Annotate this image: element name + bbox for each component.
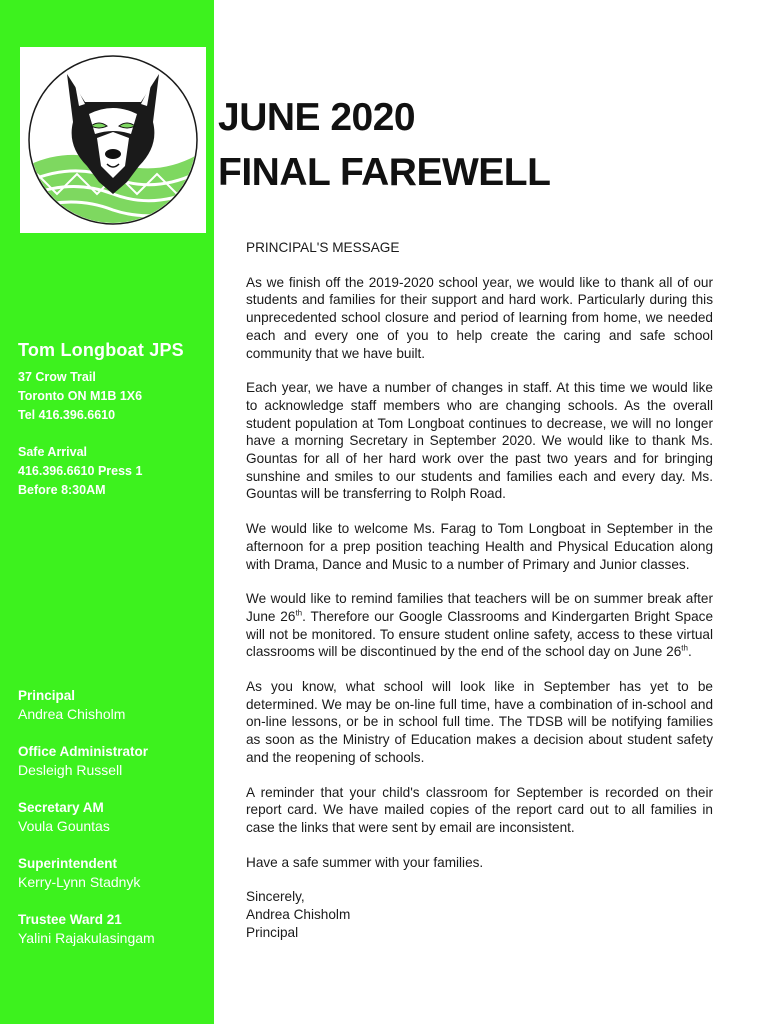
message-paragraph: As you know, what school will look like in September has yet to be determined. We may be on-line full time, have a combination of in-school and on-line lessons, or be in school full time. The TDSB will be notifying families as soon as the Ministry of Education makes a decision about student safety and the reopening of schools. xyxy=(246,679,713,765)
logo-box xyxy=(20,47,206,233)
safe-arrival-time: Before 8:30AM xyxy=(18,483,106,497)
signer-name: Andrea Chisholm xyxy=(246,907,351,923)
principal-message xyxy=(246,239,713,942)
staff-name: Andrea Chisholm xyxy=(18,706,126,722)
ordinal-suffix: th xyxy=(681,643,688,653)
staff-role: Office Administrator xyxy=(18,744,149,759)
closing: Sincerely, xyxy=(246,889,305,905)
message-text: . Therefore our Google Classrooms and Kindergarten Bright Space will not be monitored. To ensure student online safety, access to these virtual classrooms will be discontinued by the end of the school day on June 26 xyxy=(246,608,714,660)
staff-name: Kerry-Lynn Stadnyk xyxy=(18,874,141,890)
staff-name: Desleigh Russell xyxy=(18,762,123,778)
staff-name: Voula Gountas xyxy=(18,818,110,834)
ordinal-suffix: th xyxy=(295,608,303,618)
title-line-2: FINAL FAREWELL xyxy=(218,151,551,194)
title-line-1: JUNE 2020 xyxy=(218,96,416,139)
message-paragraph xyxy=(246,590,713,661)
page-title xyxy=(218,90,550,200)
staff-role: Principal xyxy=(18,688,76,703)
staff-role: Superintendent xyxy=(18,856,118,871)
sidebar xyxy=(0,0,214,1024)
school-phone: Tel 416.396.6610 xyxy=(18,408,116,422)
message-paragraph: Have a safe summer with your families. xyxy=(246,854,484,870)
husky-wolf-logo-icon xyxy=(27,54,199,226)
message-text: . xyxy=(687,644,692,660)
staff-role: Secretary AM xyxy=(18,800,104,815)
message-heading: PRINCIPAL'S MESSAGE xyxy=(246,240,400,255)
staff-role: Trustee Ward 21 xyxy=(18,912,122,927)
safe-arrival-phone: 416.396.6610 Press 1 xyxy=(18,464,143,478)
message-paragraph: Each year, we have a number of changes in staff. At this time we would like to acknowledge staff members who are changing schools. As the overall student population at Tom Longboat continues to decrease, we will no longer have a morning Secretary in September 2020. We would like to thank Ms. Gountas for all of her hard work over the past two years and for bringing sunshine and smiles to our students and families each and every day. Ms. Gountas will be transferring to Rolph Road. xyxy=(246,380,713,502)
school-name: Tom Longboat JPS xyxy=(18,340,184,360)
staff-list xyxy=(18,686,212,966)
school-info xyxy=(18,340,208,500)
signer-title: Principal xyxy=(246,925,299,941)
message-paragraph: We would like to welcome Ms. Farag to Tom Longboat in September in the afternoon for a prep position teaching Health and Physical Education along with Drama, Dance and Music to a number of Primary and Junior classes. xyxy=(246,521,713,572)
message-paragraph: As we finish off the 2019-2020 school year, we would like to thank all of our students and families for their support and hard work. Particularly during this unprecedented school closure and period of learning from home, we needed each and every one of you to help create the caring and safe school community that we have built. xyxy=(246,274,713,361)
message-paragraph: A reminder that your child's classroom for September is recorded on their report card. We have mailed copies of the report card out to all families in case the links that were sent by email are inconsistent. xyxy=(246,784,713,835)
safe-arrival-label: Safe Arrival xyxy=(18,445,88,459)
school-address-line2: Toronto ON M1B 1X6 xyxy=(18,389,143,403)
staff-name: Yalini Rajakulasingam xyxy=(18,930,155,946)
message-text: We would like to remind families that teachers will be on summer break after June 26 xyxy=(246,591,713,624)
signature-block xyxy=(246,888,713,942)
school-address-line1: 37 Crow Trail xyxy=(18,370,96,384)
